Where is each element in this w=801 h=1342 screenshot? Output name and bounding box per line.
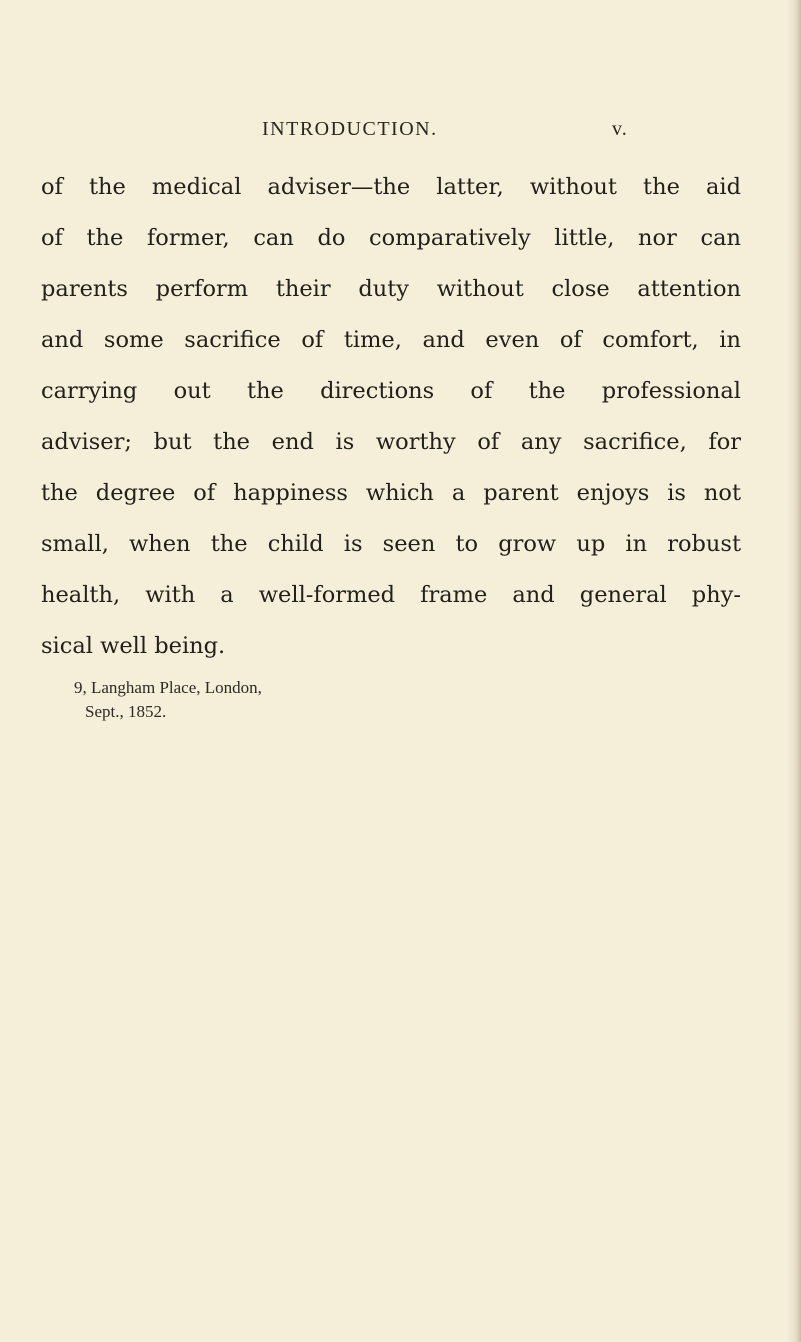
body-paragraph bbox=[41, 167, 741, 677]
text-line: of the medical adviser—the latter, without the aid bbox=[41, 174, 741, 200]
page-number: v. bbox=[612, 118, 628, 140]
signature-date: Sept., 1852. bbox=[85, 702, 167, 721]
running-head: INTRODUCTION. bbox=[262, 118, 438, 140]
text-line: sical well being. bbox=[41, 633, 226, 659]
text-line: and some sacrifice of time, and even of comfort, in bbox=[41, 327, 741, 353]
page-header bbox=[0, 118, 801, 148]
text-line: small, when the child is seen to grow up in robust bbox=[41, 531, 741, 557]
text-line: the degree of happiness which a parent enjoys is not bbox=[41, 480, 741, 506]
text-line: adviser; but the end is worthy of any sacrifice, for bbox=[41, 429, 741, 455]
text-line: health, with a well-formed frame and general phy- bbox=[41, 582, 741, 608]
signature-block bbox=[74, 676, 262, 724]
page-edge-shadow bbox=[787, 0, 801, 1342]
signature-address: 9, Langham Place, London, bbox=[74, 678, 262, 697]
text-line: parents perform their duty without close attention bbox=[41, 276, 741, 302]
text-line: carrying out the directions of the professional bbox=[41, 378, 741, 404]
text-line: of the former, can do comparatively little, nor can bbox=[41, 225, 741, 251]
